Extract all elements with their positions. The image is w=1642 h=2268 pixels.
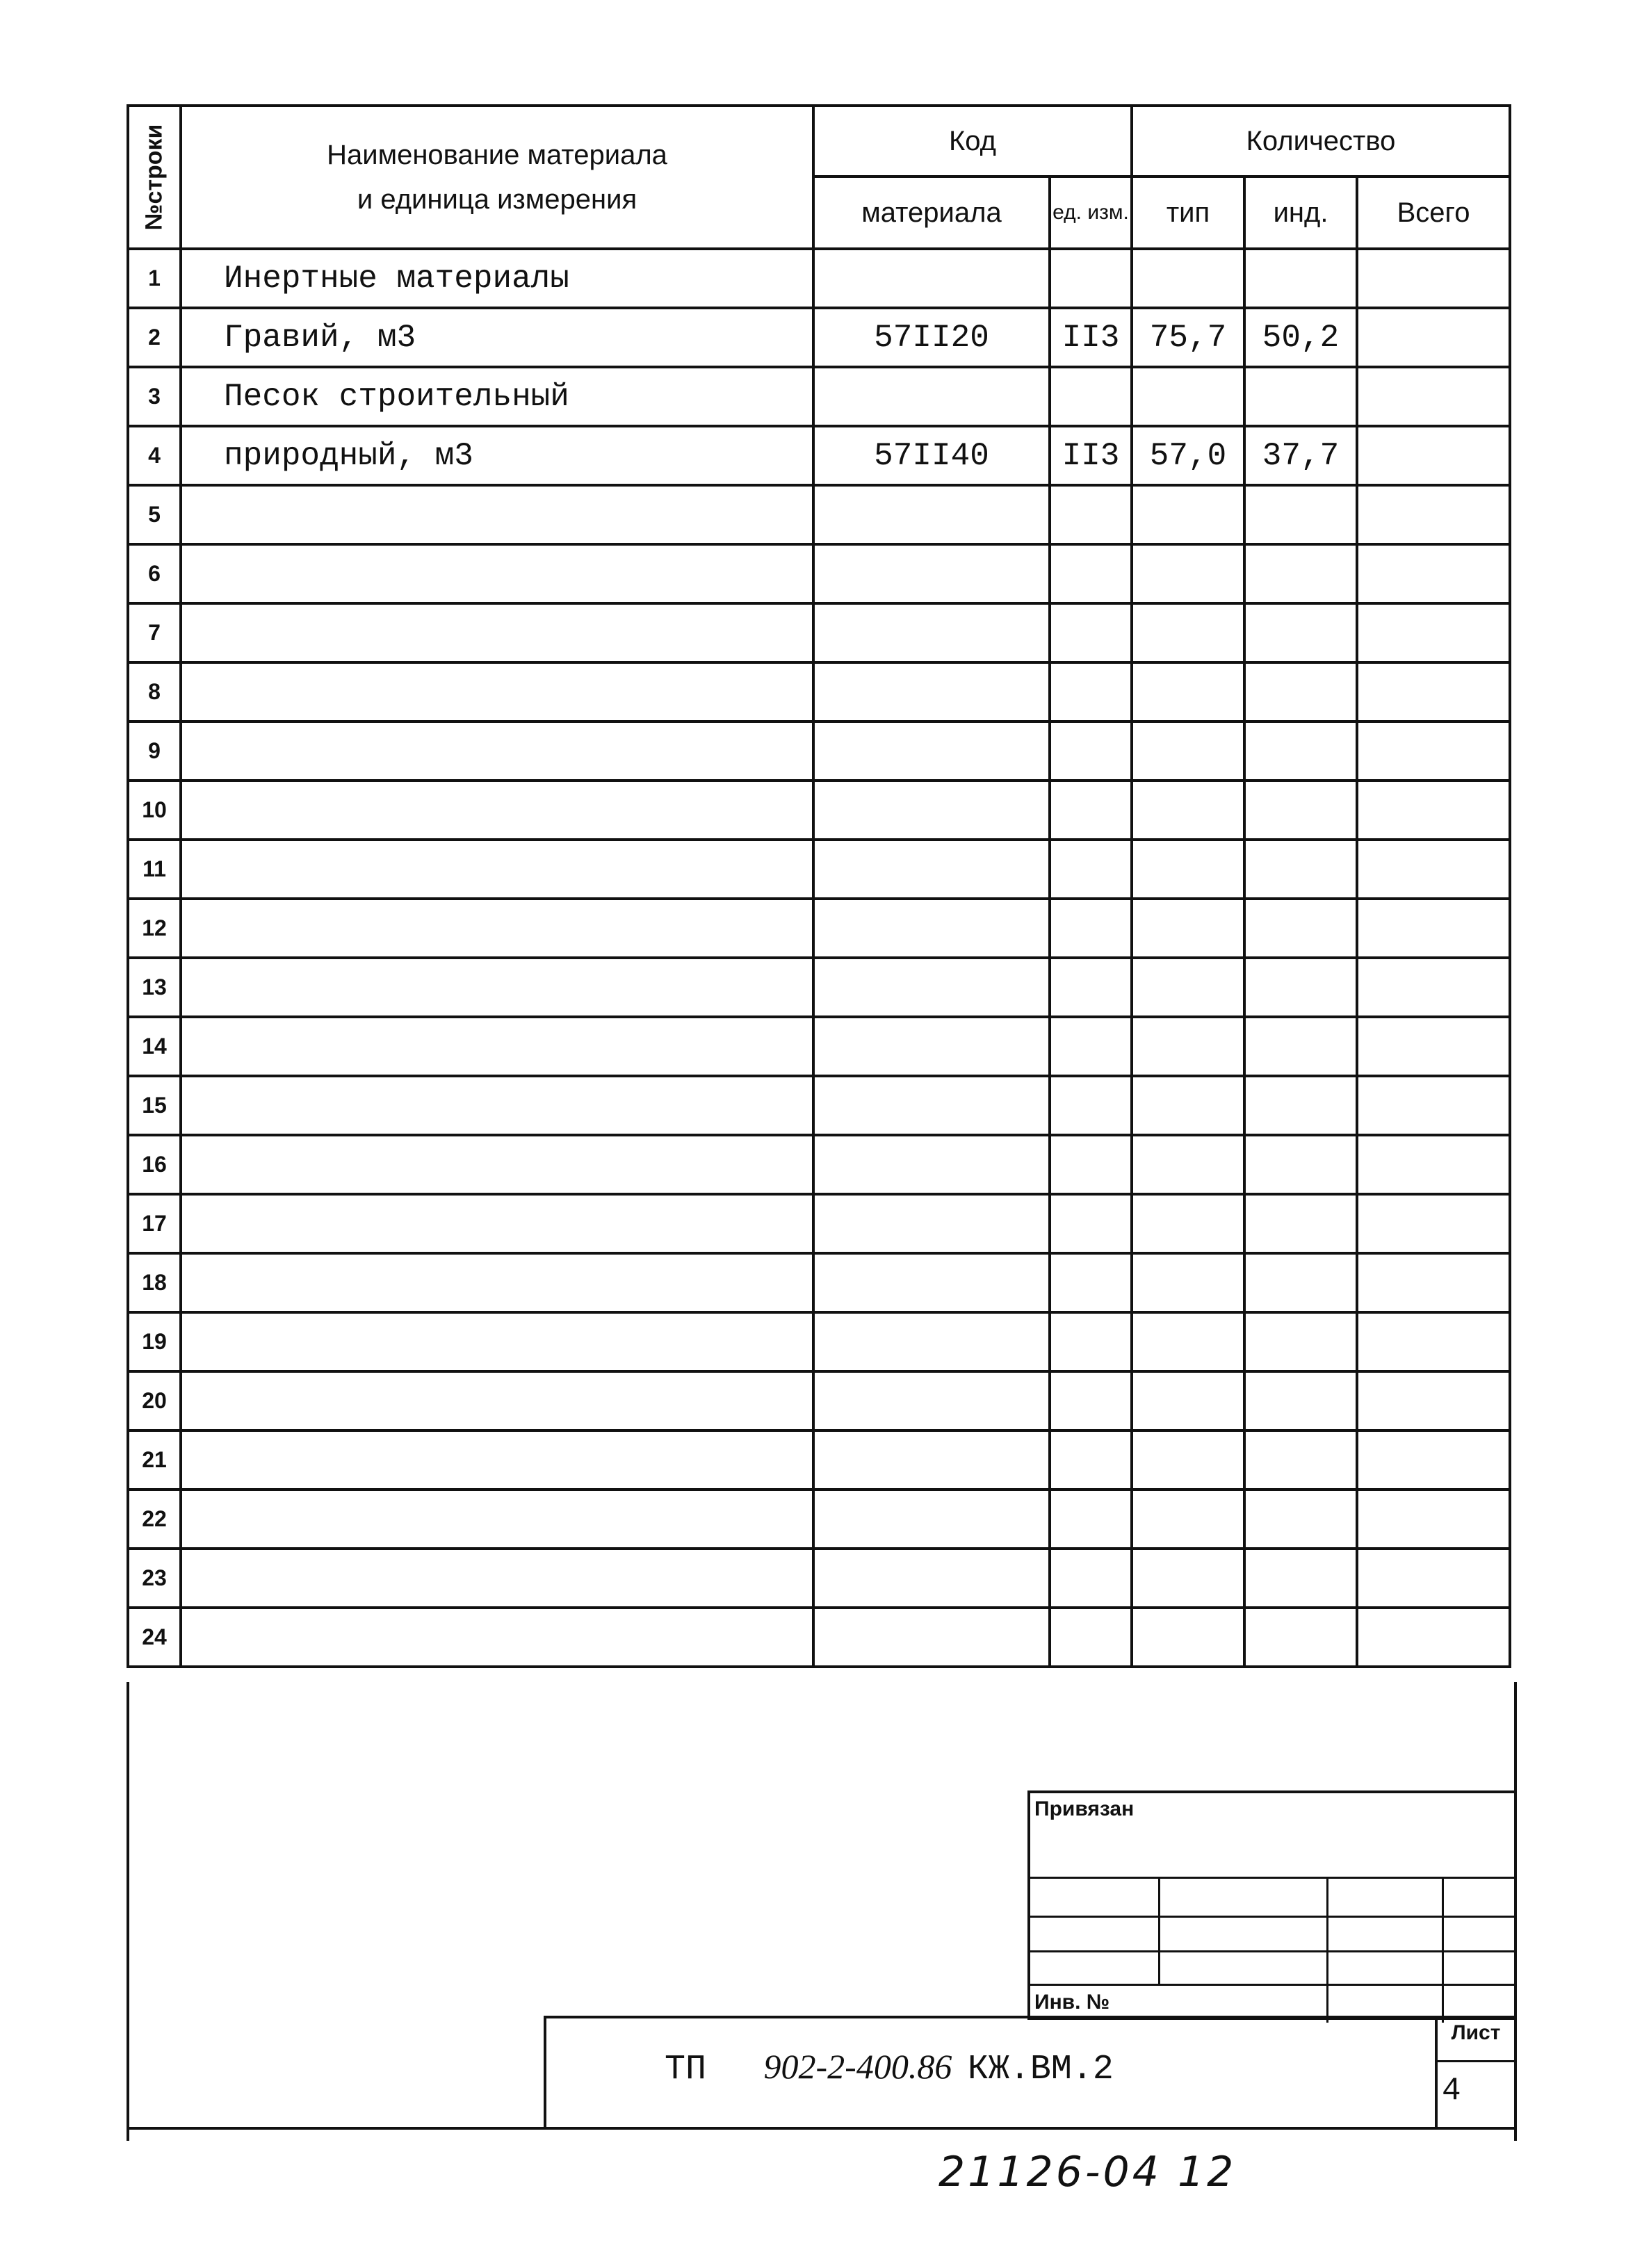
row-number-cell: 16 <box>128 1135 181 1194</box>
row-number-cell: 1 <box>128 249 181 308</box>
row-number-cell: 10 <box>128 781 181 840</box>
material-code-cell <box>813 1253 1050 1312</box>
ind-quantity-cell <box>1244 249 1357 308</box>
unit-code-cell <box>1050 544 1132 603</box>
type-quantity-cell <box>1132 662 1244 721</box>
table-row <box>128 1076 1510 1135</box>
total-quantity-cell <box>1357 1253 1510 1312</box>
material-name-cell <box>181 721 813 781</box>
total-quantity-cell <box>1357 249 1510 308</box>
total-quantity-cell <box>1357 1608 1510 1667</box>
total-quantity-cell <box>1357 1135 1510 1194</box>
row-number-cell: 7 <box>128 603 181 662</box>
unit-code-cell <box>1050 1194 1132 1253</box>
type-quantity-cell <box>1132 544 1244 603</box>
material-code-cell <box>813 899 1050 958</box>
material-name-cell <box>181 1430 813 1490</box>
type-quantity-cell <box>1132 1490 1244 1549</box>
ind-quantity-cell: 37,7 <box>1244 426 1357 485</box>
tp-label: ТП <box>665 2050 707 2089</box>
sheet-number: 4 <box>1442 2073 1461 2109</box>
material-name-cell <box>181 781 813 840</box>
row-number-cell: 9 <box>128 721 181 781</box>
table-row <box>128 1371 1510 1430</box>
table-row <box>128 840 1510 899</box>
unit-code-cell <box>1050 1076 1132 1135</box>
row-number-cell: 14 <box>128 1017 181 1076</box>
type-quantity-cell <box>1132 1608 1244 1667</box>
table-row <box>128 1312 1510 1371</box>
archive-number: 21126-04 12 <box>938 2148 1237 2196</box>
unit-code-cell <box>1050 1371 1132 1430</box>
total-quantity-cell <box>1357 1312 1510 1371</box>
attachment-block <box>1027 1790 1517 2020</box>
material-code-cell <box>813 1076 1050 1135</box>
type-quantity-cell <box>1132 249 1244 308</box>
unit-code-cell <box>1050 603 1132 662</box>
material-name-cell <box>181 1194 813 1253</box>
ind-quantity-cell <box>1244 367 1357 426</box>
ind-quantity-cell <box>1244 1312 1357 1371</box>
material-name-cell <box>181 544 813 603</box>
code-header: Код <box>813 106 1132 177</box>
header-row-1 <box>128 106 1510 177</box>
total-quantity-cell <box>1357 603 1510 662</box>
table-row <box>128 662 1510 721</box>
total-quantity-cell <box>1357 958 1510 1017</box>
material-code-cell <box>813 1194 1050 1253</box>
material-name-cell <box>181 958 813 1017</box>
total-quantity-cell <box>1357 840 1510 899</box>
unit-code-cell <box>1050 1017 1132 1076</box>
table-row <box>128 781 1510 840</box>
material-code-cell <box>813 367 1050 426</box>
row-number-cell: 13 <box>128 958 181 1017</box>
ind-quantity-cell <box>1244 781 1357 840</box>
material-name-cell <box>181 662 813 721</box>
table-row <box>128 1253 1510 1312</box>
row-number-cell: 8 <box>128 662 181 721</box>
type-header: тип <box>1132 177 1244 249</box>
name-header-line-1: Наименование материала <box>327 140 667 170</box>
table-row <box>128 721 1510 781</box>
ind-quantity-cell <box>1244 1135 1357 1194</box>
unit-header: ед. изм. <box>1050 177 1132 249</box>
unit-code-cell <box>1050 1608 1132 1667</box>
table-row <box>128 426 1510 485</box>
table-row <box>128 249 1510 308</box>
ind-quantity-cell <box>1244 603 1357 662</box>
attach-divider <box>1326 1877 1328 2023</box>
material-code-cell <box>813 1017 1050 1076</box>
material-code-cell <box>813 485 1050 544</box>
table-row <box>128 958 1510 1017</box>
document-code: КЖ.ВМ.2 <box>967 2050 1114 2089</box>
ind-quantity-cell <box>1244 1608 1357 1667</box>
table-row <box>128 1608 1510 1667</box>
material-code-cell <box>813 662 1050 721</box>
type-quantity-cell: 75,7 <box>1132 308 1244 367</box>
type-quantity-cell <box>1132 1076 1244 1135</box>
sheet-divider <box>1438 2060 1514 2062</box>
material-name-cell <box>181 1017 813 1076</box>
material-name-cell: природный, м3 <box>181 426 813 485</box>
row-number-cell: 21 <box>128 1430 181 1490</box>
table-row <box>128 367 1510 426</box>
material-name-cell <box>181 1135 813 1194</box>
row-number-cell: 4 <box>128 426 181 485</box>
table-row <box>128 1430 1510 1490</box>
material-code-cell <box>813 603 1050 662</box>
material-name-cell <box>181 899 813 958</box>
row-number-cell: 3 <box>128 367 181 426</box>
ind-quantity-cell <box>1244 1490 1357 1549</box>
unit-code-cell <box>1050 662 1132 721</box>
row-number-cell: 24 <box>128 1608 181 1667</box>
material-code-cell <box>813 1490 1050 1549</box>
total-quantity-cell <box>1357 1490 1510 1549</box>
total-quantity-cell <box>1357 485 1510 544</box>
material-name-cell <box>181 1076 813 1135</box>
ind-quantity-cell <box>1244 1371 1357 1430</box>
material-name-cell <box>181 1253 813 1312</box>
table-row <box>128 899 1510 958</box>
unit-code-cell <box>1050 899 1132 958</box>
table-row <box>128 485 1510 544</box>
unit-code-cell <box>1050 721 1132 781</box>
ind-quantity-cell <box>1244 1076 1357 1135</box>
material-name-cell <box>181 840 813 899</box>
type-quantity-cell <box>1132 721 1244 781</box>
type-quantity-cell <box>1132 1371 1244 1430</box>
row-number-cell: 12 <box>128 899 181 958</box>
ind-header: инд. <box>1244 177 1357 249</box>
ind-quantity-cell <box>1244 1253 1357 1312</box>
material-name-cell <box>181 1371 813 1430</box>
attach-line <box>1030 1950 1517 1952</box>
ind-quantity-cell <box>1244 1430 1357 1490</box>
type-quantity-cell <box>1132 781 1244 840</box>
material-name-cell <box>181 485 813 544</box>
type-quantity-cell <box>1132 1430 1244 1490</box>
material-name-header <box>181 106 813 249</box>
material-name-cell <box>181 1490 813 1549</box>
material-name-cell <box>181 1608 813 1667</box>
quantity-header: Количество <box>1132 106 1510 177</box>
ind-quantity-cell <box>1244 958 1357 1017</box>
project-number: 902-2-400.86 <box>763 2047 952 2086</box>
material-code-cell <box>813 958 1050 1017</box>
material-code-cell <box>813 1430 1050 1490</box>
total-quantity-cell <box>1357 662 1510 721</box>
unit-code-cell <box>1050 1490 1132 1549</box>
type-quantity-cell <box>1132 1549 1244 1608</box>
unit-code-cell <box>1050 840 1132 899</box>
row-number-cell: 6 <box>128 544 181 603</box>
sheet-box <box>1435 2018 1514 2130</box>
unit-code-cell: II3 <box>1050 308 1132 367</box>
material-name-cell: Песок строительный <box>181 367 813 426</box>
total-quantity-cell <box>1357 781 1510 840</box>
table-row <box>128 1017 1510 1076</box>
material-code-cell <box>813 1135 1050 1194</box>
row-number-cell: 20 <box>128 1371 181 1430</box>
ind-quantity-cell <box>1244 544 1357 603</box>
unit-code-cell <box>1050 1312 1132 1371</box>
unit-code-cell <box>1050 1430 1132 1490</box>
table-row <box>128 1549 1510 1608</box>
type-quantity-cell <box>1132 1194 1244 1253</box>
title-block <box>544 2016 1517 2130</box>
attach-line <box>1030 1916 1517 1918</box>
material-code-cell <box>813 544 1050 603</box>
type-quantity-cell <box>1132 840 1244 899</box>
material-code-cell <box>813 1371 1050 1430</box>
total-quantity-cell <box>1357 1430 1510 1490</box>
table-row <box>128 544 1510 603</box>
total-quantity-cell <box>1357 1371 1510 1430</box>
table-row <box>128 1135 1510 1194</box>
total-quantity-cell <box>1357 1017 1510 1076</box>
material-code-cell: 57II20 <box>813 308 1050 367</box>
material-name-cell: Гравий, м3 <box>181 308 813 367</box>
attach-divider <box>1158 1877 1160 1985</box>
type-quantity-cell <box>1132 603 1244 662</box>
material-name-cell <box>181 603 813 662</box>
table-row <box>128 308 1510 367</box>
ind-quantity-cell <box>1244 899 1357 958</box>
total-quantity-cell <box>1357 721 1510 781</box>
total-quantity-cell <box>1357 1076 1510 1135</box>
row-number-cell: 23 <box>128 1549 181 1608</box>
ind-quantity-cell <box>1244 1549 1357 1608</box>
material-code-cell <box>813 1312 1050 1371</box>
total-quantity-cell <box>1357 899 1510 958</box>
unit-code-cell <box>1050 249 1132 308</box>
total-quantity-cell <box>1357 1194 1510 1253</box>
type-quantity-cell <box>1132 485 1244 544</box>
table-row <box>128 603 1510 662</box>
type-quantity-cell <box>1132 1312 1244 1371</box>
materials-table <box>127 104 1511 1668</box>
frame-left-line <box>127 1682 129 2141</box>
material-code-cell: 57II40 <box>813 426 1050 485</box>
row-number-cell: 2 <box>128 308 181 367</box>
row-number-cell: 5 <box>128 485 181 544</box>
tied-label: Привязан <box>1034 1797 1135 1820</box>
ind-quantity-cell <box>1244 840 1357 899</box>
attach-line <box>1030 1877 1517 1879</box>
total-quantity-cell <box>1357 426 1510 485</box>
material-code-header: материала <box>813 177 1050 249</box>
attach-divider <box>1442 1877 1444 2023</box>
unit-code-cell <box>1050 367 1132 426</box>
ind-quantity-cell: 50,2 <box>1244 308 1357 367</box>
type-quantity-cell <box>1132 958 1244 1017</box>
material-name-cell: Инертные материалы <box>181 249 813 308</box>
ind-quantity-cell <box>1244 1194 1357 1253</box>
ind-quantity-cell <box>1244 721 1357 781</box>
row-number-cell: 18 <box>128 1253 181 1312</box>
total-quantity-cell <box>1357 544 1510 603</box>
table-row <box>128 1490 1510 1549</box>
material-code-cell <box>813 249 1050 308</box>
type-quantity-cell <box>1132 367 1244 426</box>
total-quantity-cell <box>1357 308 1510 367</box>
type-quantity-cell <box>1132 1135 1244 1194</box>
unit-code-cell <box>1050 958 1132 1017</box>
material-code-cell <box>813 721 1050 781</box>
unit-code-cell <box>1050 1253 1132 1312</box>
name-header-line-2: и единица измерения <box>357 184 637 215</box>
row-number-cell: 19 <box>128 1312 181 1371</box>
total-quantity-cell <box>1357 367 1510 426</box>
unit-code-cell <box>1050 781 1132 840</box>
table-row <box>128 1194 1510 1253</box>
row-number-cell: 22 <box>128 1490 181 1549</box>
total-quantity-cell <box>1357 1549 1510 1608</box>
material-code-cell <box>813 781 1050 840</box>
type-quantity-cell: 57,0 <box>1132 426 1244 485</box>
unit-code-cell <box>1050 485 1132 544</box>
unit-code-cell: II3 <box>1050 426 1132 485</box>
ind-quantity-cell <box>1244 662 1357 721</box>
document-designation <box>665 2046 1114 2089</box>
sheet-label: Лист <box>1451 2021 1501 2044</box>
type-quantity-cell <box>1132 899 1244 958</box>
row-number-cell: 17 <box>128 1194 181 1253</box>
material-code-cell <box>813 840 1050 899</box>
row-number-header: №строки <box>128 106 181 249</box>
material-code-cell <box>813 1549 1050 1608</box>
material-name-cell <box>181 1312 813 1371</box>
ind-quantity-cell <box>1244 485 1357 544</box>
type-quantity-cell <box>1132 1017 1244 1076</box>
unit-code-cell <box>1050 1135 1132 1194</box>
ind-quantity-cell <box>1244 1017 1357 1076</box>
inventory-number-label: Инв. № <box>1034 1991 1110 2014</box>
total-header: Всего <box>1357 177 1510 249</box>
material-name-cell <box>181 1549 813 1608</box>
material-code-cell <box>813 1608 1050 1667</box>
attach-line <box>1030 1984 1517 1986</box>
row-number-cell: 11 <box>128 840 181 899</box>
type-quantity-cell <box>1132 1253 1244 1312</box>
row-number-cell: 15 <box>128 1076 181 1135</box>
unit-code-cell <box>1050 1549 1132 1608</box>
